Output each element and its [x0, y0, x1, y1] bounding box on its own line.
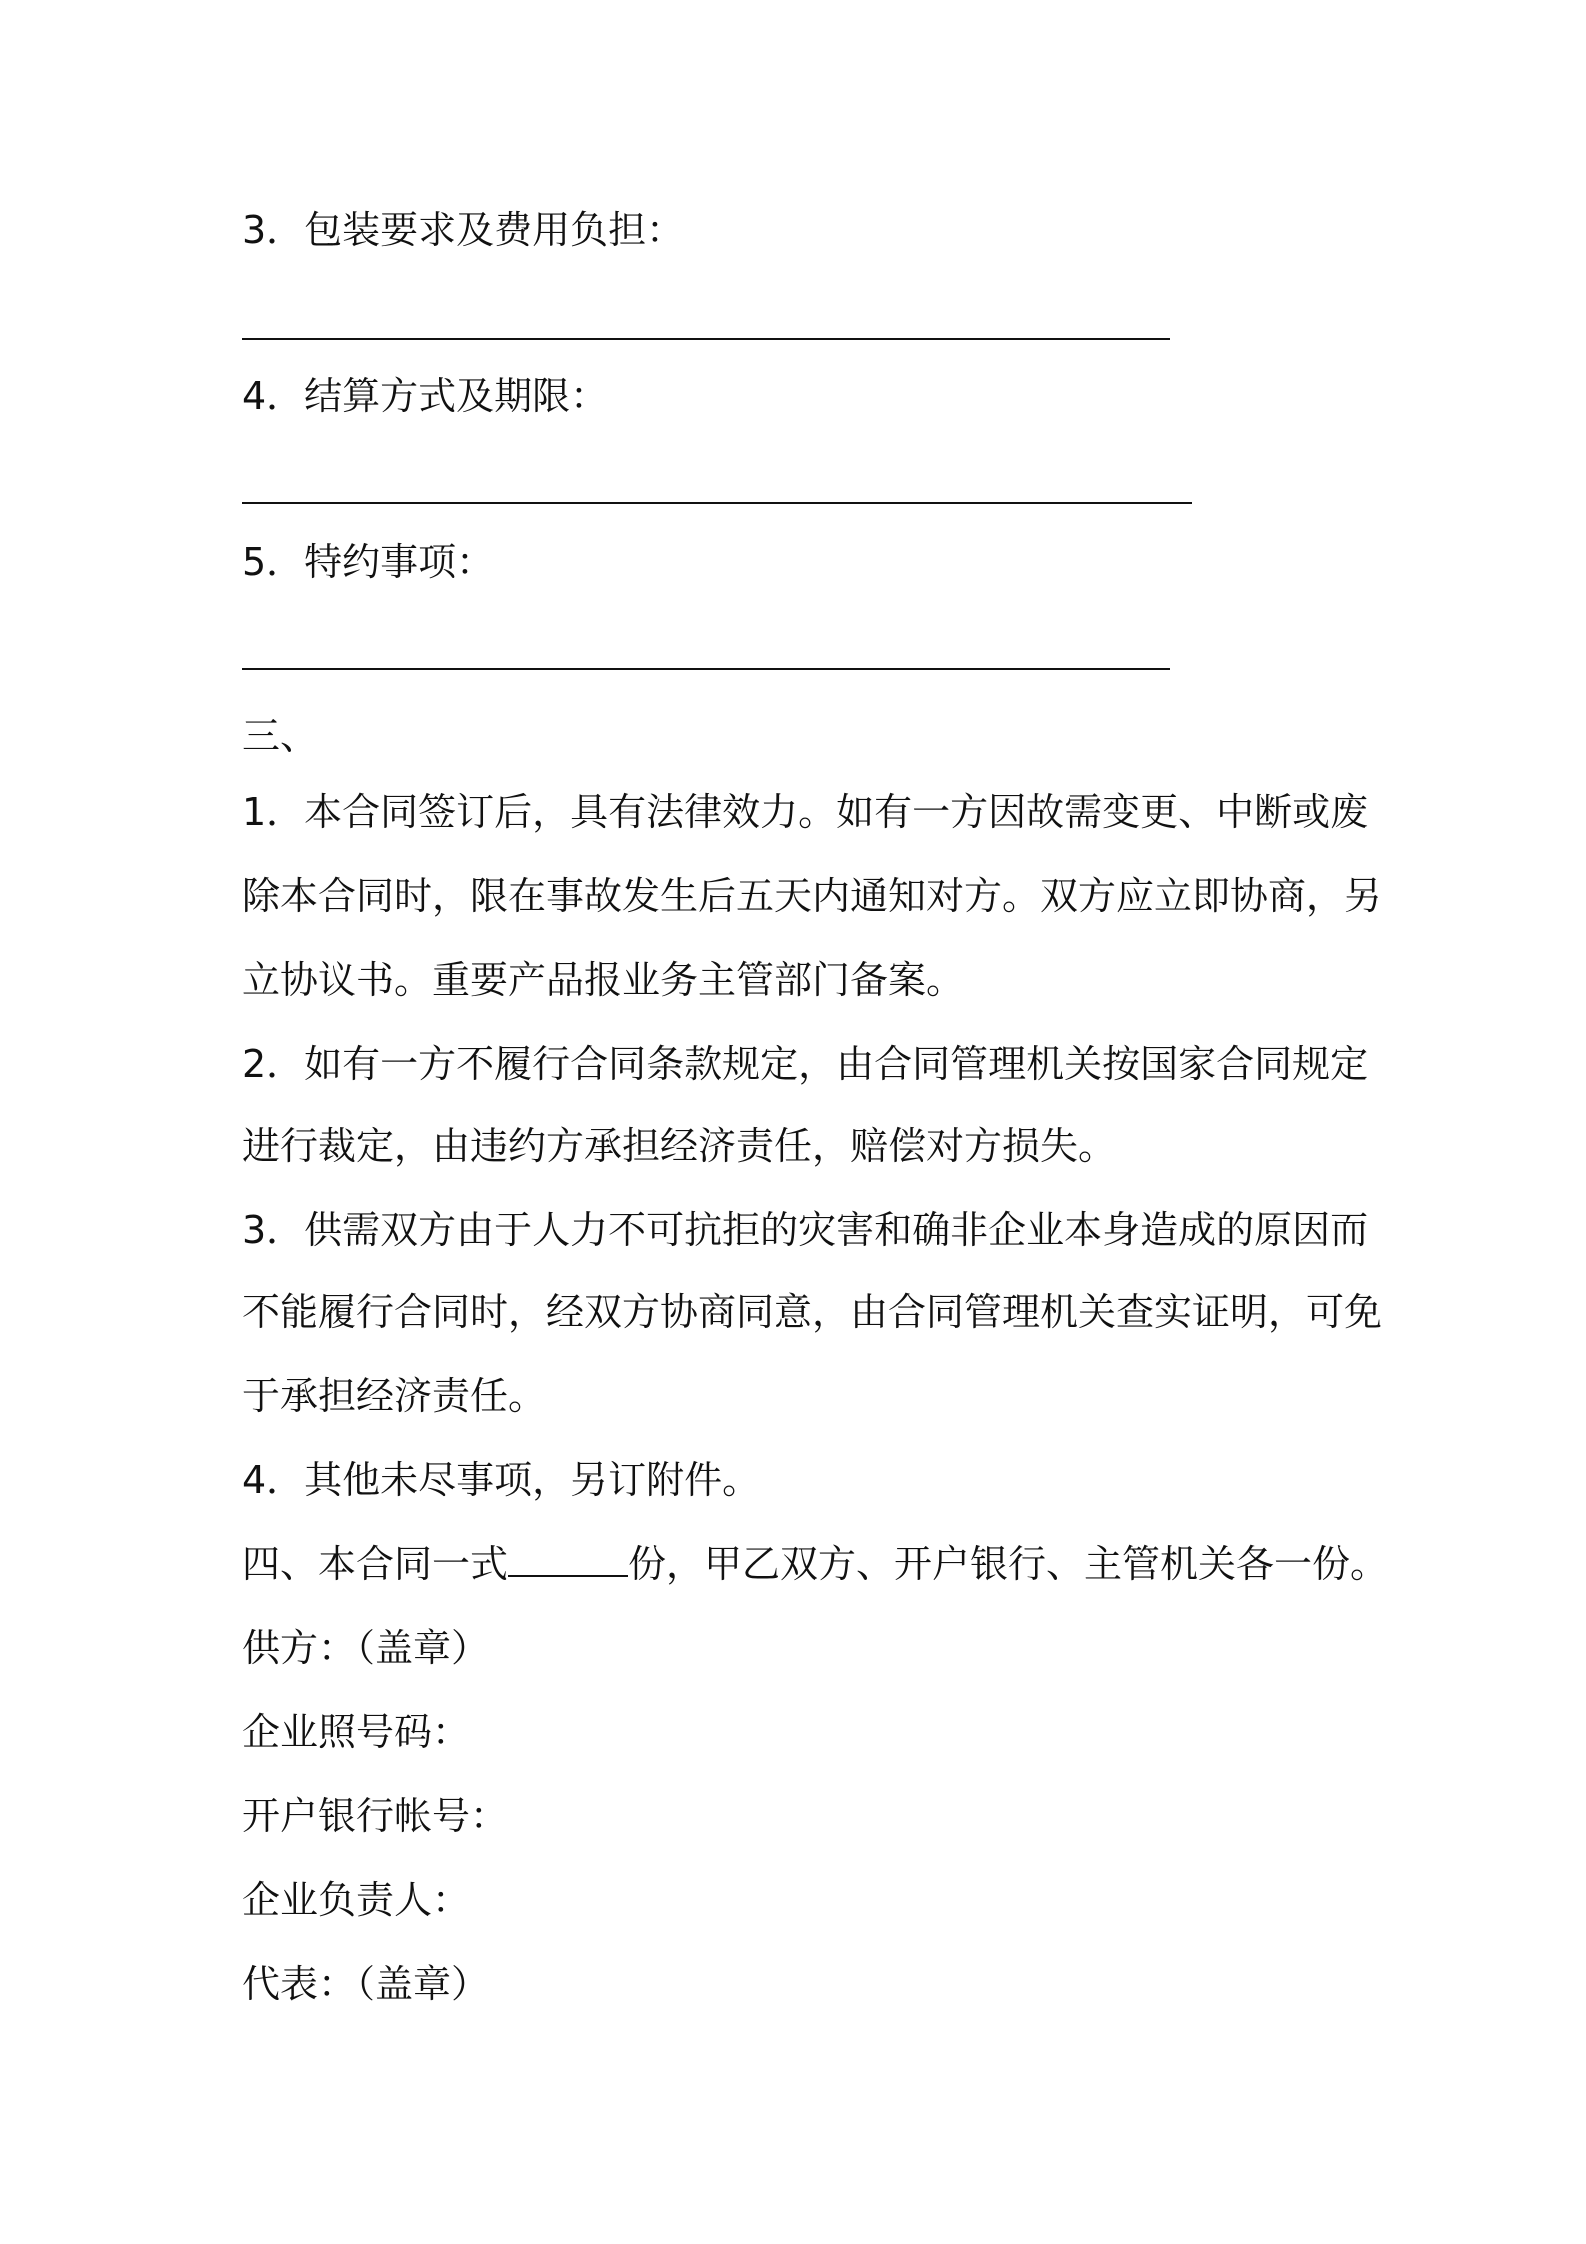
section-four-prefix: 四、本合同一式 [242, 1542, 509, 1586]
item-special-terms: 5．特约事项： [242, 540, 495, 584]
clause-2-line-1: 2．如有一方不履行合同条款规定，由合同管理机关按国家合同规定 [242, 1042, 1369, 1086]
clause-4: 4．其他未尽事项，另订附件。 [242, 1458, 761, 1502]
clause-3-line-3: 于承担经济责任。 [242, 1374, 547, 1418]
clause-1-line-3: 立协议书。重要产品报业务主管部门备案。 [242, 958, 965, 1002]
item-settlement-method: 4．结算方式及期限： [242, 374, 609, 418]
section-four-copies [242, 1540, 1388, 1588]
clause-3-line-2: 不能履行合同时，经双方协商同意，由合同管理机关查实证明，可免 [242, 1290, 1383, 1334]
bank-account-label: 开户银行帐号： [242, 1794, 509, 1838]
clause-2-line-2: 进行裁定，由违约方承担经济责任，赔偿对方损失。 [242, 1124, 1117, 1168]
fill-in-line-packaging [242, 338, 1170, 340]
business-license-label: 企业照号码： [242, 1710, 471, 1754]
supplier-seal-label: 供方：（盖章） [242, 1626, 490, 1670]
section-four-suffix: 份，甲乙双方、开户银行、主管机关各一份。 [628, 1542, 1389, 1586]
enterprise-head-label: 企业负责人： [242, 1878, 471, 1922]
clause-3-line-1: 3．供需双方由于人力不可抗拒的灾害和确非企业本身造成的原因而 [242, 1208, 1369, 1252]
clause-1-line-1: 1．本合同签订后，具有法律效力。如有一方因故需变更、中断或废 [242, 790, 1369, 834]
fill-in-line-settlement [242, 502, 1192, 504]
clause-1-line-2: 除本合同时，限在事故发生后五天内通知对方。双方应立即协商，另 [242, 874, 1383, 918]
item-packaging-requirements: 3．包装要求及费用负担： [242, 208, 685, 252]
fill-in-line-special-terms [242, 668, 1170, 670]
copies-blank [508, 1541, 628, 1577]
section-three-heading: 三、 [242, 714, 319, 758]
representative-seal-label: 代表：（盖章） [242, 1962, 490, 2006]
